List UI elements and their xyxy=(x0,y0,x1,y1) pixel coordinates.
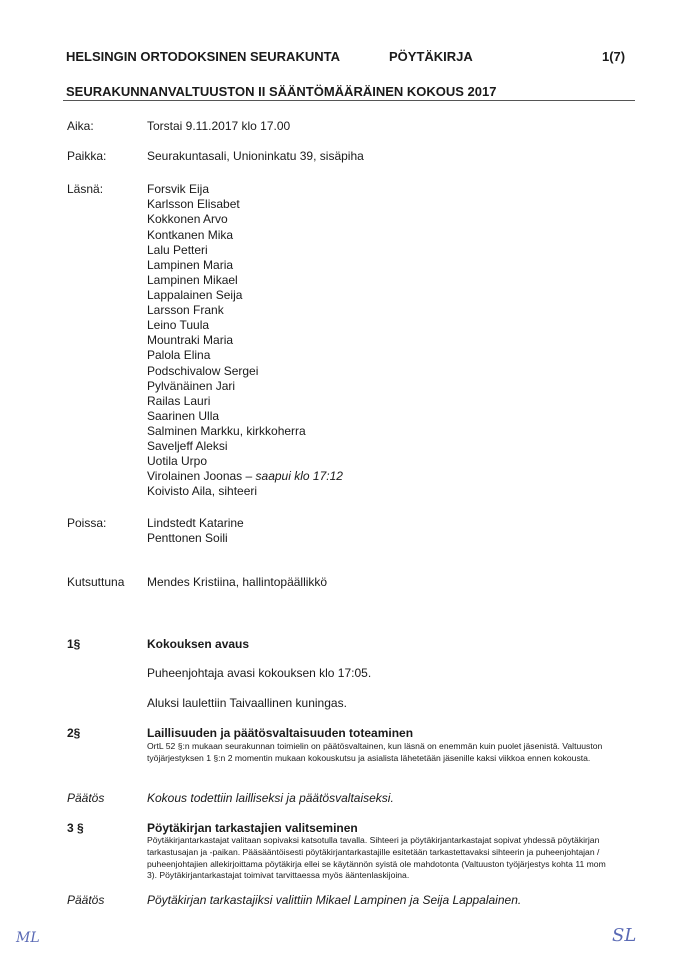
page-number: 1(7) xyxy=(602,49,626,64)
section-3-body: Pöytäkirjantarkastajat valitaan sopivaksi katsotulla tavalla. Sihteeri ja pöytäkirjantarkastajat sopivat yhdessä pöytäkirjan tarkastusajan ja -paikan. Pääsääntöisesti pöytäkirjantarkastajille esitetään tarkastettavaksi sihteerin ja puheenjohtajan / puheenjohtajien allekirjoittama pöytäkirja ellei se käytännön syistä ole mahdotonta (Valtuuston työjärjestys kohta 11 mom 3). Pöytäkirjantarkastajat toimivat tarvittaessa myös ääntenlaskijoina. xyxy=(147,835,606,881)
attendee: Kokkonen Arvo xyxy=(147,212,228,226)
attendee: Mountraki Maria xyxy=(147,333,234,347)
aika-label: Aika: xyxy=(67,119,94,133)
section-2-body: OrtL 52 §:n mukaan seurakunnan toimielin on päätösvaltainen, kun läsnä on enemmän kuin puolet jäsenistä. Valtuuston työjärjestyksen 1 §:n 2 momentin mukaan kokouskutsu ja asialista lähetetään jäsenille kaksi viikkoa ennen kokousta. xyxy=(147,741,603,763)
paikka-value: Seurakuntasali, Unioninkatu 39, sisäpiha xyxy=(147,149,364,163)
attendee: Kontkanen Mika xyxy=(147,228,234,242)
attendee: Podschivalow Sergei xyxy=(147,364,259,378)
attendee: Palola Elina xyxy=(147,348,211,362)
attendee: Uotila Urpo xyxy=(147,454,208,468)
section-2-decision-label: Päätös xyxy=(67,791,105,805)
attendee: Pylvänäinen Jari xyxy=(147,379,236,393)
late-attendee-name: Virolainen Joonas – xyxy=(147,469,256,483)
section-3-decision-label: Päätös xyxy=(67,893,105,907)
section-3-number: 3 § xyxy=(67,821,84,835)
attendee: Lampinen Mikael xyxy=(147,273,238,287)
poissa-label: Poissa: xyxy=(67,516,107,530)
absent-person: Penttonen Soili xyxy=(147,531,228,545)
invited-person: Mendes Kristiina, hallintopäällikkö xyxy=(147,575,328,589)
section-2-decision: Kokous todettiin lailliseksi ja päätösvaltaiseksi. xyxy=(147,791,394,805)
lasna-label: Läsnä: xyxy=(67,182,104,196)
kutsuttuna-label: Kutsuttuna xyxy=(67,575,125,589)
secretary: Koivisto Aila, sihteeri xyxy=(147,484,258,498)
section-2-title: Laillisuuden ja päätösvaltaisuuden toteaminen xyxy=(147,726,414,740)
section-1-number: 1§ xyxy=(67,637,81,651)
document-type: PÖYTÄKIRJA xyxy=(389,49,473,64)
late-arrival-note: saapui klo 17:12 xyxy=(255,469,343,483)
absent-person: Lindstedt Katarine xyxy=(147,516,244,530)
attendee: Lappalainen Seija xyxy=(147,288,243,302)
initials-right: SL xyxy=(612,925,637,946)
initials-left: ML xyxy=(16,930,40,946)
attendee: Saarinen Ulla xyxy=(147,409,220,423)
attendee: Salminen Markku, kirkkoherra xyxy=(147,424,306,438)
attendee: Lampinen Maria xyxy=(147,258,234,272)
section-1-paragraph: Aluksi laulettiin Taivaallinen kuningas. xyxy=(147,696,347,710)
attendee: Lalu Petteri xyxy=(147,243,208,257)
paikka-label: Paikka: xyxy=(67,149,107,163)
attendee: Saveljeff Aleksi xyxy=(147,439,228,453)
aika-value: Torstai 9.11.2017 klo 17.00 xyxy=(147,119,291,133)
section-3-decision: Pöytäkirjan tarkastajiksi valittiin Mikael Lampinen ja Seija Lappalainen. xyxy=(147,893,522,907)
meeting-title: SEURAKUNNANVALTUUSTON II SÄÄNTÖMÄÄRÄINEN KOKOUS 2017 xyxy=(66,84,497,99)
section-1-title: Kokouksen avaus xyxy=(147,637,250,651)
attendee: Forsvik Eija xyxy=(147,182,210,196)
attendee: Karlsson Elisabet xyxy=(147,197,240,211)
section-1-paragraph: Puheenjohtaja avasi kokouksen klo 17:05. xyxy=(147,666,372,680)
organization-name: HELSINGIN ORTODOKSINEN SEURAKUNTA xyxy=(66,49,340,64)
attendee: Railas Lauri xyxy=(147,394,211,408)
attendee: Larsson Frank xyxy=(147,303,224,317)
attendee: Leino Tuula xyxy=(147,318,210,332)
section-3-title: Pöytäkirjan tarkastajien valitseminen xyxy=(147,821,358,835)
section-2-number: 2§ xyxy=(67,726,81,740)
attendee-late xyxy=(147,469,343,483)
header-rule xyxy=(63,100,635,101)
